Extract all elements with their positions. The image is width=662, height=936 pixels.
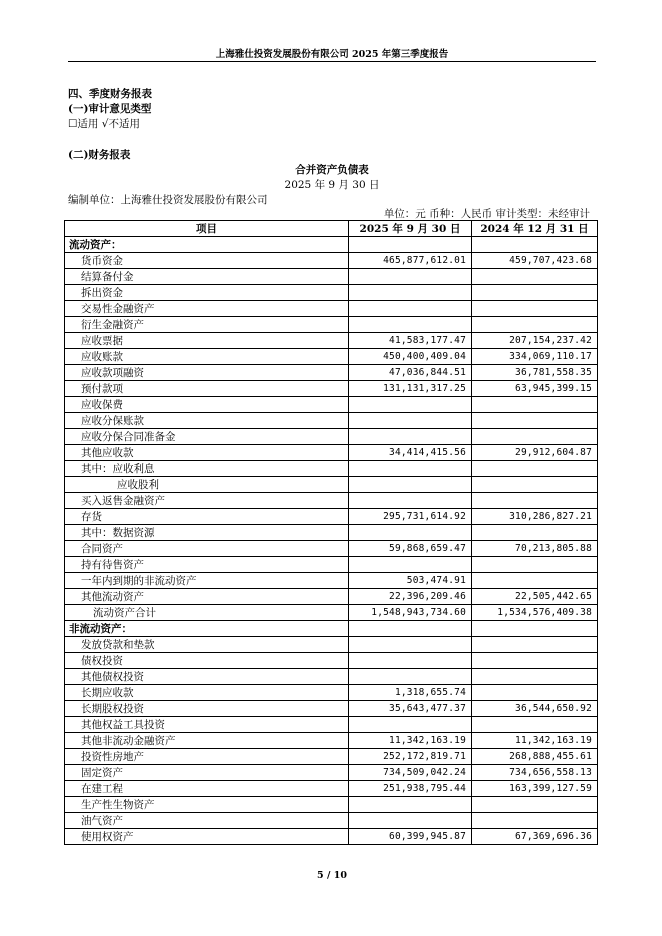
row-label: 债权投资: [65, 653, 349, 669]
row-label: 买入返售金融资产: [65, 493, 349, 509]
table-row: [65, 557, 598, 573]
row-prior-value: 22,505,442.65: [472, 589, 598, 605]
row-current-value: 252,172,819.71: [349, 749, 472, 765]
row-current-value: 295,731,614.92: [349, 509, 472, 525]
row-prior-value: 207,154,237.42: [472, 333, 598, 349]
financial-statements-title: (二)财务报表: [68, 149, 131, 161]
row-label: 其他非流动金融资产: [65, 733, 349, 749]
page-header: 上海雅仕投资发展股份有限公司 2025 年第三季度报告: [215, 49, 449, 60]
page-number: 5 / 10: [317, 870, 347, 881]
table-row: [65, 269, 598, 285]
row-prior-value: [472, 621, 598, 637]
row-current-value: 60,399,945.87: [349, 829, 472, 845]
row-label: 其他流动资产: [65, 589, 349, 605]
table-row: [65, 477, 598, 493]
table-row: [65, 493, 598, 509]
section-title: 四、季度财务报表: [68, 88, 152, 100]
column-header-current: 2025 年 9 月 30 日: [349, 221, 472, 237]
row-label: 存货: [65, 509, 349, 525]
row-prior-value: [472, 285, 598, 301]
row-label: 应收分保账款: [65, 413, 349, 429]
row-label: 结算备付金: [65, 269, 349, 285]
row-current-value: 1,548,943,734.60: [349, 605, 472, 621]
row-prior-value: [472, 269, 598, 285]
row-current-value: [349, 429, 472, 445]
row-prior-value: [472, 797, 598, 813]
table-row: [65, 637, 598, 653]
row-label: 货币资金: [65, 253, 349, 269]
table-row: [65, 285, 598, 301]
table-header-row: [65, 221, 598, 237]
row-prior-value: 734,656,558.13: [472, 765, 598, 781]
row-current-value: [349, 461, 472, 477]
row-prior-value: 310,286,827.21: [472, 509, 598, 525]
row-current-value: [349, 237, 472, 253]
row-current-value: [349, 413, 472, 429]
row-label: 固定资产: [65, 765, 349, 781]
row-label: 生产性生物资产: [65, 797, 349, 813]
row-label: 应收票据: [65, 333, 349, 349]
balance-sheet-table: [64, 220, 598, 845]
row-prior-value: [472, 413, 598, 429]
row-prior-value: [472, 317, 598, 333]
table-row: [65, 685, 598, 701]
audit-opinion-title: (一)审计意见类型: [68, 103, 152, 115]
table-row: [65, 333, 598, 349]
row-current-value: [349, 317, 472, 333]
row-prior-value: 70,213,805.88: [472, 541, 598, 557]
row-prior-value: [472, 573, 598, 589]
table-row: [65, 605, 598, 621]
row-label: 在建工程: [65, 781, 349, 797]
row-label: 长期股权投资: [65, 701, 349, 717]
table-row: [65, 525, 598, 541]
row-prior-value: 67,369,696.36: [472, 829, 598, 845]
table-row: [65, 541, 598, 557]
row-current-value: [349, 525, 472, 541]
table-row: [65, 429, 598, 445]
row-current-value: [349, 301, 472, 317]
unit-line: 单位：元 币种：人民币 审计类型：未经审计: [383, 208, 590, 220]
row-current-value: [349, 621, 472, 637]
table-body: [65, 237, 598, 845]
row-label: 预付款项: [65, 381, 349, 397]
table-row: [65, 461, 598, 477]
table-row: [65, 701, 598, 717]
row-prior-value: [472, 525, 598, 541]
row-current-value: 251,938,795.44: [349, 781, 472, 797]
header-divider: [68, 61, 596, 62]
row-prior-value: [472, 653, 598, 669]
table-row: [65, 781, 598, 797]
row-prior-value: [472, 493, 598, 509]
row-current-value: [349, 269, 472, 285]
row-current-value: [349, 493, 472, 509]
table-row: [65, 509, 598, 525]
row-current-value: [349, 557, 472, 573]
row-prior-value: [472, 637, 598, 653]
row-current-value: [349, 717, 472, 733]
row-current-value: [349, 669, 472, 685]
row-prior-value: [472, 429, 598, 445]
row-prior-value: [472, 685, 598, 701]
table-row: [65, 381, 598, 397]
row-label: 持有待售资产: [65, 557, 349, 573]
row-prior-value: 63,945,399.15: [472, 381, 598, 397]
statement-title: 合并资产负债表: [295, 164, 369, 176]
row-label: 其他债权投资: [65, 669, 349, 685]
row-prior-value: 459,707,423.68: [472, 253, 598, 269]
row-label: 其中：应收利息: [65, 461, 349, 477]
row-current-value: [349, 477, 472, 493]
row-prior-value: 36,781,558.35: [472, 365, 598, 381]
row-label: 衍生金融资产: [65, 317, 349, 333]
row-current-value: 47,036,844.51: [349, 365, 472, 381]
row-label: 拆出资金: [65, 285, 349, 301]
row-prior-value: [472, 237, 598, 253]
table-row: [65, 445, 598, 461]
row-label: 其他应收款: [65, 445, 349, 461]
row-current-value: 59,868,659.47: [349, 541, 472, 557]
table-row: [65, 765, 598, 781]
table-row: [65, 749, 598, 765]
column-header-prior: 2024 年 12 月 31 日: [472, 221, 598, 237]
table-row: [65, 253, 598, 269]
row-prior-value: [472, 477, 598, 493]
row-label: 其中：数据资源: [65, 525, 349, 541]
row-current-value: 1,318,655.74: [349, 685, 472, 701]
row-current-value: 41,583,177.47: [349, 333, 472, 349]
table-row: [65, 413, 598, 429]
table-row: [65, 365, 598, 381]
row-prior-value: 11,342,163.19: [472, 733, 598, 749]
row-prior-value: 1,534,576,409.38: [472, 605, 598, 621]
row-prior-value: [472, 717, 598, 733]
row-current-value: 131,131,317.25: [349, 381, 472, 397]
row-label: 应收分保合同准备金: [65, 429, 349, 445]
row-label: 应收账款: [65, 349, 349, 365]
row-prior-value: [472, 557, 598, 573]
table-row: [65, 589, 598, 605]
row-current-value: 450,400,409.04: [349, 349, 472, 365]
row-prior-value: 36,544,650.92: [472, 701, 598, 717]
column-header-item: 项目: [65, 221, 349, 237]
row-label: 使用权资产: [65, 829, 349, 845]
row-current-value: [349, 397, 472, 413]
audit-opinion-options: ☐适用 √不适用: [68, 118, 140, 130]
table-row: [65, 669, 598, 685]
row-current-value: [349, 285, 472, 301]
row-label: 应收股利: [65, 477, 349, 493]
table-row: [65, 653, 598, 669]
row-current-value: 35,643,477.37: [349, 701, 472, 717]
row-prior-value: [472, 669, 598, 685]
row-label: 交易性金融资产: [65, 301, 349, 317]
table-row: [65, 797, 598, 813]
row-label: 应收保费: [65, 397, 349, 413]
statement-date: 2025 年 9 月 30 日: [284, 179, 380, 191]
table-row: [65, 717, 598, 733]
row-prior-value: [472, 397, 598, 413]
row-prior-value: 29,912,604.87: [472, 445, 598, 461]
row-current-value: [349, 637, 472, 653]
table-row: [65, 301, 598, 317]
row-label: 非流动资产：: [65, 621, 349, 637]
row-label: 应收款项融资: [65, 365, 349, 381]
row-current-value: [349, 797, 472, 813]
table-row: [65, 829, 598, 845]
row-label: 流动资产：: [65, 237, 349, 253]
table-row: [65, 397, 598, 413]
table-row: [65, 621, 598, 637]
row-label: 发放贷款和垫款: [65, 637, 349, 653]
row-current-value: [349, 653, 472, 669]
row-prior-value: [472, 813, 598, 829]
row-current-value: [349, 813, 472, 829]
row-label: 合同资产: [65, 541, 349, 557]
table-row: [65, 317, 598, 333]
row-current-value: 22,396,209.46: [349, 589, 472, 605]
table-row: [65, 813, 598, 829]
row-current-value: 34,414,415.56: [349, 445, 472, 461]
row-prior-value: 268,888,455.61: [472, 749, 598, 765]
row-current-value: 11,342,163.19: [349, 733, 472, 749]
preparer-company: 编制单位：上海雅仕投资发展股份有限公司: [68, 194, 268, 206]
row-label: 一年内到期的非流动资产: [65, 573, 349, 589]
row-label: 其他权益工具投资: [65, 717, 349, 733]
row-label: 油气资产: [65, 813, 349, 829]
row-current-value: 734,509,042.24: [349, 765, 472, 781]
row-prior-value: 334,069,110.17: [472, 349, 598, 365]
row-label: 长期应收款: [65, 685, 349, 701]
row-prior-value: [472, 301, 598, 317]
row-current-value: 503,474.91: [349, 573, 472, 589]
table-row: [65, 573, 598, 589]
row-prior-value: [472, 461, 598, 477]
table-row: [65, 237, 598, 253]
table-row: [65, 733, 598, 749]
row-label: 流动资产合计: [65, 605, 349, 621]
row-label: 投资性房地产: [65, 749, 349, 765]
row-prior-value: 163,399,127.59: [472, 781, 598, 797]
table-row: [65, 349, 598, 365]
row-current-value: 465,877,612.01: [349, 253, 472, 269]
